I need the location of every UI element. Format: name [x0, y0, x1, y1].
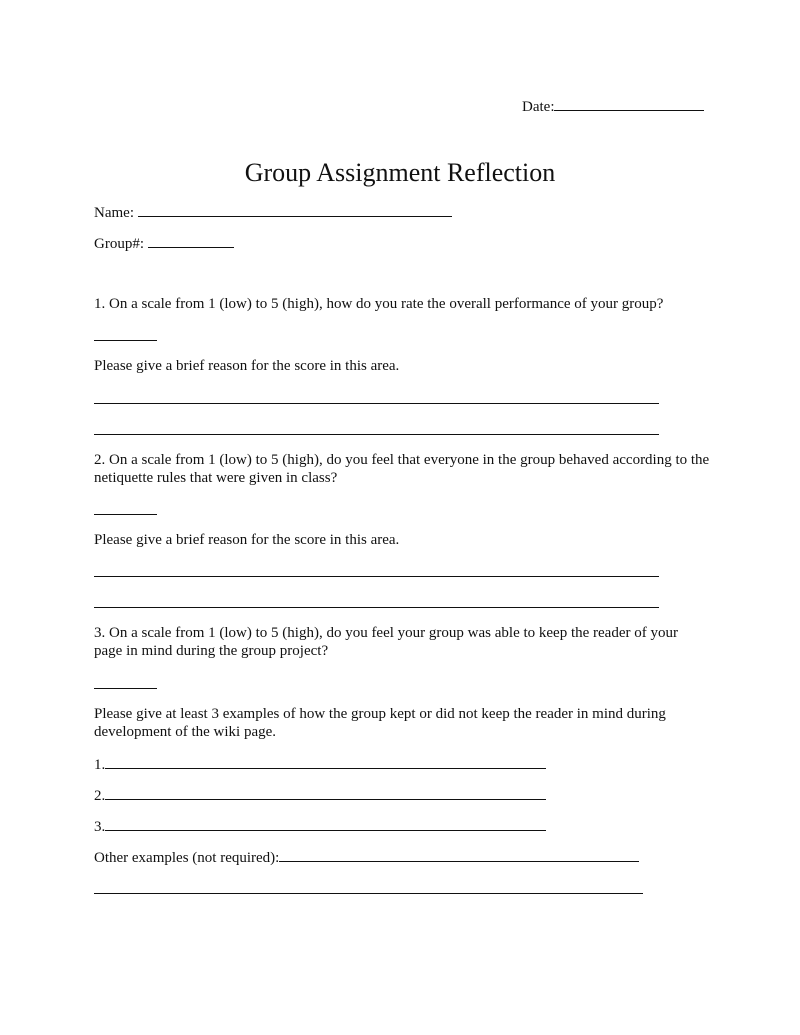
example-field-2[interactable]: [105, 785, 546, 800]
q1-reason-prompt: Please give a brief reason for the score in this area.: [94, 358, 400, 374]
q1-reason-line-1[interactable]: [94, 403, 659, 404]
other-examples-field[interactable]: [279, 847, 639, 862]
q1-score-field[interactable]: [94, 340, 157, 341]
name-field[interactable]: [138, 202, 452, 217]
example-field-1[interactable]: [105, 754, 546, 769]
example-row-1: [94, 754, 546, 774]
q1-reason-line-2[interactable]: [94, 434, 659, 435]
example-row-2: [94, 785, 546, 805]
q2-reason-prompt: Please give a brief reason for the score in this area.: [94, 532, 400, 548]
other-examples-label: Other examples (not required):: [94, 850, 280, 866]
date-row: [522, 96, 704, 116]
q2-reason-line-2[interactable]: [94, 607, 659, 608]
q3-examples-prompt: Please give at least 3 examples of how the group kept or did not keep the reader in mind during development of the wiki page.: [94, 706, 666, 740]
date-field[interactable]: [554, 96, 704, 111]
other-examples-line-2[interactable]: [94, 893, 643, 894]
q3-score-field[interactable]: [94, 688, 157, 689]
other-examples-row: [94, 847, 639, 867]
question-2: 2. On a scale from 1 (low) to 5 (high), do you feel that everyone in the group behaved according to the netiquette rules that were given in class?: [94, 452, 710, 486]
name-row: [94, 202, 452, 222]
example-row-3: [94, 816, 546, 836]
question-1: 1. On a scale from 1 (low) to 5 (high), how do you rate the overall performance of your group?: [94, 296, 664, 312]
q2-reason-line-1[interactable]: [94, 576, 659, 577]
group-row: [94, 233, 234, 253]
q2-score-field[interactable]: [94, 514, 157, 515]
page-title: Group Assignment Reflection: [244, 158, 556, 187]
question-3: 3. On a scale from 1 (low) to 5 (high), do you feel your group was able to keep the reader of your page in mind during the group project?: [94, 625, 678, 659]
example-number-3: 3.: [94, 819, 106, 835]
name-label: Name:: [94, 205, 134, 221]
date-label: Date:: [522, 99, 555, 115]
example-number-2: 2.: [94, 788, 106, 804]
group-label: Group#:: [94, 236, 144, 252]
example-field-3[interactable]: [105, 816, 546, 831]
group-field[interactable]: [148, 233, 234, 248]
example-number-1: 1.: [94, 757, 106, 773]
